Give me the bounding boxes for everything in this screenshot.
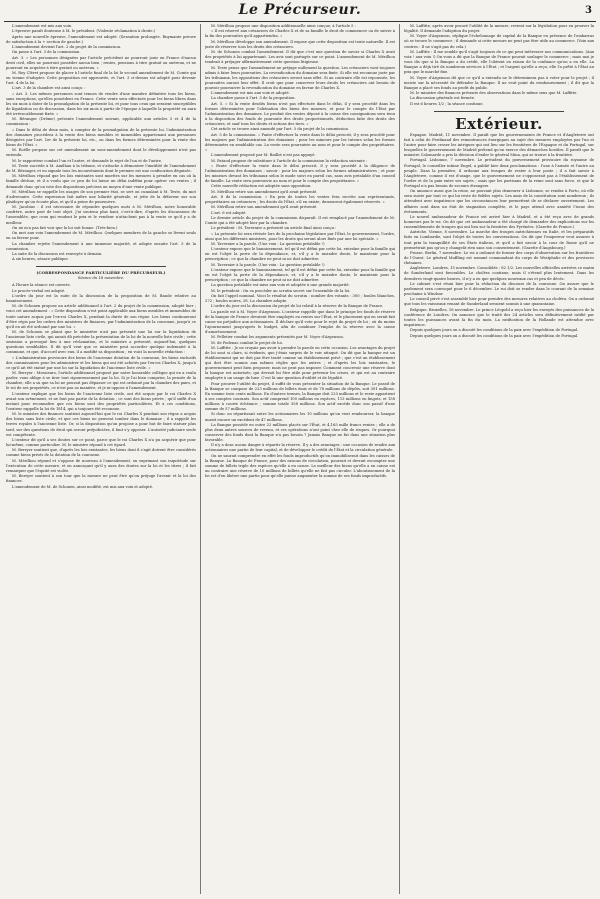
paragraph: La chambre passe à l'art. 5 de la proposition. bbox=[211, 96, 296, 101]
paragraph: L'ordre du jour est la discussion du projet de loi relatif à la réserve de la Banque de France. bbox=[211, 304, 384, 309]
paragraph: M. le ministre des finances soutient aujourd'hui que le roi Charles X pendant son règne a acquis des biens sans liste civile, et que ces biens ne peuvent tomber dans le domaine ; il a rappelé les terres royales à l'ancienne liste. Or, si la disposition qu'on propose a pour but de faire statuer plus tard, sur des questions de droit qui seront préjudiciées, il faut s'y opposer. L'autorité judiciaire seule est compétente. bbox=[6, 412, 196, 437]
paragraph: Le procès-verbal est adopté. bbox=[12, 288, 66, 293]
paragraph: Prusse. Berlin, 7 novembre. Le roi a ordonné de former des corps d'observation sur les frontières de l'Ouest. Le général Muffling est nommé commandant du corps de Westphalie et des provinces rhénanes. bbox=[404, 250, 594, 266]
paragraph: M. Pelletier combat les arguments présentés par M. Voyer d'Argenson. bbox=[211, 335, 344, 340]
paragraph: M. Teste succède à M. Amilhau à la tribune, et s'attache à démontrer l'inutilité de l'amendement de M. Béranger, et en signale tous les inconvénients dont le premier est une confiscation déguisée. bbox=[6, 163, 196, 174]
paragraph: Espagne. Madrid, 11 novembre. Il paraît que les gouvernements de France et d'Angleterre ont fait à celui de Ferdinand des remontrances énergiques au sujet des mesures employées par l'un et l'autre pour faire cesser les intrigues qui ont lieu sur les frontières de l'Espagne et du Portugal, sur lesquelles le gouvernement de Madrid prétend qu'on exerce des démarches hostiles. Il paraît que le ministre Calomarde a pris la décision d'exiler le général Mina, qui se trouve à la frontière. bbox=[404, 132, 594, 158]
paragraph: La suite de la discussion est renvoyée à demain. bbox=[12, 251, 103, 256]
page-number: 3 bbox=[585, 5, 592, 16]
correspondence-heading: (CORRESPONDANCE PARTICULIÈRE DU PRÉCURSEUR.) bbox=[36, 270, 166, 276]
paragraph: M. Berryer soutient à son tour que la mesure ne peut être qu'on préjuge l'avenir et la loi des finances. bbox=[6, 474, 196, 484]
paragraph: Si donc on répartissait entre les actionnaires les 10 millions qu'on veut rembourser, la banque aurait encore un excédent de 47 millions. bbox=[205, 412, 395, 422]
debate-text-col3 bbox=[404, 24, 594, 107]
paragraph: « Il est réservé aux créanciers de Charles X et de sa famille le droit de commencer ou de suivre à la fin des poursuites qu'il appartiendra. » bbox=[205, 29, 395, 39]
paragraph: M. Mérilhou retire son amendement qu'il avait présenté. bbox=[211, 189, 318, 194]
paragraph: M. Teste pense que l'amendement ne préjuge nullement la question. Les créanciers vont toujours admis à faire leurs poursuites. La revendication du domaine sera fixée. Si elle est reconnue juste par les tribunaux, les oppositions des créanciers seront sans effet. Si au contraire elle est repoussée, les poursuites auront leur effet. Il croit que pour conserver leurs droits les créanciers ont besoin de pouvoir poursuivre la revendication du domaine en faveur de Charles X. bbox=[205, 65, 395, 90]
paragraph: Le nouvel ambassadeur de France est arrivé hier à Madrid, et a été reçu avec de grands honneurs par le roi. On dit que cet ambassadeur a été chargé de demander des explications sur les rassemblements de troupes qui ont lieu sur la frontière des Pyrénées. (Gazette de France.) bbox=[404, 214, 594, 230]
paragraph: On fait l'appel nominal. Voici le résultat du scrutin : nombre des votants : 300 ; boules blanches, 272 ; boules noires, 28. La chambre adopte. bbox=[205, 293, 395, 304]
paragraph: Le dernier article du projet de la commission disparaît. Il est remplacé par l'amendement de M. Comte qui a été adopté hier par la chambre. bbox=[205, 215, 395, 225]
paragraph: Art. 6 de la commission. « En prix de toutes les ventes fera recette aux représentants, propriétaires ou créanciers ; les droits de l'État, s'il en existe, demeurent également réservés. » bbox=[205, 194, 395, 204]
paragraph: Cet article se trouve ainsi amendé par l'art. 5 du projet de la commission. bbox=[211, 127, 350, 132]
paragraph: Depuis quelques jours on a discuté les conditions de la paix avec l'expédition de Portugal. bbox=[410, 333, 579, 338]
debate-text-b bbox=[6, 283, 196, 484]
paragraph: L'amendement de M. de Schonen, ainsi modifié, est mis aux voix et adopté. bbox=[12, 484, 154, 489]
paragraph: M. le président : On va procéder au scrutin secret sur l'ensemble de la loi. bbox=[211, 288, 351, 293]
paragraph: On passe à l'art. 3 de la commission. bbox=[12, 50, 81, 55]
paragraph: M. Mérilhou développe son amendement. Il expose que cette disposition est toute naturelle. Il est juste de réserver tous les droits des créanciers. bbox=[205, 39, 395, 49]
paragraph: M. Voyer d'Argenson, réplique l'échelonnage de capital de la Banque en présence de l'embarras où se trouve le commerce ; il demande si cette mesure ne peut pas être utile au commerce. (Voix aux centres : Il ne s'agit pas de cela.) bbox=[404, 34, 594, 49]
paragraph: La chambre rejette l'amendement à une immense majorité, et adopte ensuite l'art. 3 de la commission. bbox=[6, 241, 196, 251]
paragraph: M. Mérilhou retire son amendement qu'il avait présenté. bbox=[211, 205, 318, 210]
paragraph: M. Pataud propose de substituer à l'article de la commission la rédaction suivante : bbox=[211, 158, 368, 163]
paragraph: Le président : M. Tavernier a présenté un article final ainsi conçu : bbox=[211, 226, 337, 231]
paragraph: « L'administration provisoire des biens de l'ancienne dotation de la couronne, les biens exclusifs des commissaires pour les administrer et les biens qui ont été achetés par l'ex-roi Charles X, jusqu'à ce qu'il ait été statué par une loi sur la liquidation de l'ancienne liste civile. » bbox=[6, 355, 196, 370]
paragraph: L'orateur explique que les biens de l'ancienne liste civile, ont été acquis par le roi Charles X avant son avènement, et ne font pas partie de la dotation ; ce sont des biens privés ; qu'il suffit d'un instant pour reconnaître que ces biens sont des propriétés particulières. Et à ces conditions, l'orateur rappelle la loi de 1814, qui a toujours été reconnue. bbox=[6, 391, 196, 411]
paragraph: M. Berryer : Messieurs, l'article additionnel proposé par notre honorable collègue qui en a voulu parler, vous oblige à se tirer tout rigoureusement par la loi. Si je l'ai bien comprise, la pensée de la chambre, elle a su que sa loi ne pouvait pas dépasser ce qui est ordonné par la chambre des pairs, et le roi de ses propriétés, ce n'est pas sa manière, et je m'oppose à l'amendement. bbox=[6, 371, 196, 391]
paragraph: A six heures, séance publique. bbox=[12, 257, 69, 262]
paragraph: L'orateur expose que le bannissement, tel qu'il est défini par cette loi, entraîne pour la famille qui en est l'objet la perte de la dépendance, et, s'il y a le moindre doute, le maintenir pour la prescription ; ce que la chambre ne peut ni ne doit admettre. bbox=[205, 267, 395, 283]
exterieur-heading: Extérieur. bbox=[455, 114, 543, 133]
paragraph: Art. 3. « Les personnes désignées par l'article précédent ne pourront jouir en France d'aucun droit civil, elles ne pourront posséder aucun bien ; rentes, pensions à titre gratuit ou onéreux, et ne pourront en acquérir à titre gratuit ou onéreux. » bbox=[6, 55, 196, 70]
paragraph: On ne m'a pas fait voir que la loi soit bonne. (Très-bien.) bbox=[12, 225, 118, 230]
paragraph: M. Mérilhou propose une disposition additionnelle ainsi conçue, à l'article 5 : bbox=[211, 24, 356, 28]
paragraph: Pour prouver l'utilité du projet, il suffit de vous présenter la situation de la Banque. Le passif de la Banque se compose de 223 millions de billets émis et de 78 millions de dépôts, soit 301 millions. En somme trois cents millions. En d'autres termes, la Banque doit 223 millions et le reste appartient à ses comptes courants. Son actif comprend 100 millions en espèces, 113 millions en lingots, et 158 millions à courte échéance ; somme totale 358 millions. Son actif excède donc son passif d'une somme de 57 millions. bbox=[205, 381, 395, 412]
paragraph: M. de Schonen propose un article additionnel à l'art. 2 du projet de la commission, adopté hier ; voici cet amendement : « Cette disposition n'est point applicable aux biens meubles et immeubles de toute nature acquis par l'ex-roi Charles X, pendant la durée de son règne. Les biens continueront d'être régis par les ordres des ministres de finances, par l'administration de la couronne, jusqu'à ce qu'il en ait été ordonné par une loi. » bbox=[6, 304, 196, 329]
paragraph: M. le rapporteur combat l'un et l'autre, et demande le rejet de l'un et de l'autre. bbox=[12, 158, 163, 163]
paragraph: L'orateur expose que le bannissement, tel qu'il est défini par cette loi, entraîne pour la famille qui en est l'objet la perte de la dépendance, et, s'il y a le moindre doute, le maintenir pour la prescription ; ce que la chambre ne peut ni ne doit admettre. bbox=[205, 247, 395, 262]
masthead bbox=[0, 0, 600, 22]
debate-text-col2 bbox=[205, 24, 395, 479]
paragraph: M. Mérilhou se rappelle les usages de son premier état, se sert on cumulant à M. Teste, du mot d'adversaire. Cette expression fait naître une hilarité générale, et jette de la défaveur sur son plaidoyer qu'on écoute plus, et qu'il a peine de poursuivre. bbox=[6, 189, 196, 204]
newspaper-title: Le Précurseur. bbox=[238, 2, 362, 18]
masthead-rule bbox=[4, 21, 596, 22]
paragraph: M. Tavernier a la parole. (Une voix : La question préalable !) bbox=[211, 241, 325, 246]
paragraph: L'épreuve paraît douteuse à M. le président. (Violente réclamation à droite.) bbox=[12, 29, 156, 34]
paragraph: « Dans le délai de deux mois, à compter de la promulgation de la présente loi, l'administration des domaines procédera à la vente des biens meubles et immeubles appartenant aux personnes désignées par l'art. 1er de la présente loi, etc., ou dans les formes déterminées pour la vente des biens de l'État. » bbox=[6, 127, 196, 148]
paragraph: M. le ministre des finances présente des observations dans le même sens que M. Laffitte. bbox=[410, 90, 578, 95]
paragraph: Le cabinet s'est réuni hier pour la rédaction du discours de la couronne. On assure que le parlement sera convoqué pour le 6 décembre. Le roi doit se rendre dans le courant de la semaine prochaine à Windsor. bbox=[404, 281, 594, 297]
paragraph: M. Laffitte : Je ne croyais pas avoir à prendre la parole en cette occasion. Les avantages du projet de loi sont si clairs, si évidents, que j'étais surpris de le voir attaqué. On dit que la banque est un établissement qui ne doit pas être traité comme un établissement privé ; que c'est un établissement qui doit être soumis aux mêmes règles que les autres ; et d'après les lois existantes, le gouvernement peut bien proposer, mais ne peut pas imposer. Comment concevoir une réserve dont la banque est autorisée, qui devrait lui être utile pour prévenir les crises, et qui est au contraire employée à un usage de luxe. C'est là une question d'utilité et de légalité. bbox=[205, 345, 395, 381]
paragraph: Il est 6 heures 1/2 ; la séance continue. bbox=[410, 101, 484, 106]
paragraph: L'amendement est mis aux voix. bbox=[12, 24, 72, 28]
paragraph: La question préalable est mise aux voix et adoptée à une grande majorité. bbox=[211, 283, 350, 288]
paragraph: M. de Podenas combat le projet de loi. bbox=[211, 340, 283, 345]
paragraph: « Faute d'effectuer la vente dans le délai prescrit, il y sera procédé à la diligence de l'administration des domaines ; savoir : pour les majeurs selon les formes administratives ; et pour les mineurs devant les tribunaux selon le mode suivi en pareil cas, sans avis préalable d'un conseil de famille. La vente sera poursuivie au nom et pour le compte des propriétaires. » bbox=[205, 163, 395, 184]
paragraph: L'orateur dit qu'il a ses doutes sur ce point, parce que le roi Charles X n'a pu acquérir que pour lui-même, comme particulier. M. le ministre répond à cet égard. bbox=[6, 437, 196, 448]
paragraph: On annonce aussi que la reine, ne pouvant plus demeurer à Lisbonne, se rendra à Porto, où elle sera suivie par tout ce qui lui reste de fidèles sujets. Les amis de la constitution sont nombreux ; ils attendent avec impatience que les circonstances leur permettent de se déclarer ouvertement. Les affaires sont dans un état de stagnation complète, et le pays attend avec anxiété l'issue des événements. bbox=[404, 189, 594, 214]
paragraph: Art. 5 de la commission. « Faute d'effectuer la vente dans le délai prescrit, il y sera procédé pour les majeurs par l'administration des domaines ; pour les mineurs par les tuteurs selon les formes déterminées en semblable cas. La vente sera poursuivie au nom et pour le compte des propriétaires. » bbox=[205, 132, 395, 152]
paragraph: Cette nouvelle rédaction est adoptée sans opposition. bbox=[211, 184, 312, 189]
paragraph: On ne saurait comprendre en effet les fonds improductifs qu'on immobiliserait dans les caisses de la Banque. La Banque de France, pour des raisons de circulation, pourrait et devrait escompter une somme de billets triple des espèces qu'elle a en caisse. Le meilleur des biens qu'elle a en caisse est au contraire une réserve de 10 millions de billets qu'elle ne fait pas circuler. L'aboutissement de la loi est d'en libérer une partie pour qu'elle puisse augmenter la somme de ses fonds improductifs. bbox=[205, 453, 395, 479]
paragraph: L'amendement devient l'art. 2 du projet de la commission. bbox=[12, 44, 122, 49]
column-3 bbox=[404, 24, 594, 894]
paragraph: Art. 5. « Si la vente desdits biens n'est pas effectuée dans le délai, il y sera procédé dans les formes déterminées pour l'aliénation des biens des mineurs, et pour le compte de l'État par l'administration des domaines. Le produit des ventes déposé à la caisse des consignations sera tenu à la disposition des fonds de poursuite des droits proportionnels, déduction faite des droits des créanciers, et sauf tous les droits et actions des tiers. » bbox=[205, 101, 395, 127]
paragraph: M. Laffitte : Il me semble qu'il s'agit toujours de ce qui peut intéresser nos communications. (Aux voix ! aux voix !) On vous a dit que la Banque de France pouvait soulager le commerce ; mais moi je vous dis que si la Banque a du crédit, elle l'obtient en raison de la confiance qu'on a en elle. La Banque a déjà tiré de nombreux services à l'État ; et l'argent qu'elle a reçu, elle l'a prêté à l'État au prix que le marché fixe. bbox=[404, 49, 594, 75]
section-divider bbox=[36, 266, 166, 267]
paragraph: « La présente loi sera révisée lors de la prochaine législature par l'État, le gouvernement, l'ordre, ainsi que les différents ministres, pour les droits qui seront alors fixés par une loi spéciale. » bbox=[205, 231, 395, 241]
paragraph: Le conseil privé s'est assemblé hier pour prendre des mesures relatives au choléra. On a ordonné que tous les vaisseaux venant de Sunderland seraient soumis à une quarantaine. bbox=[404, 297, 594, 307]
paragraph: M. de Schonen combat l'amendement. Il dit que c'est une question de savoir si Charles X avait des propriétés à lui appartenant. Les avis sont partagés sur ce point. L'amendement de M. Mérilhou tendrait à préjuger affirmativement cette question litigieuse. bbox=[205, 50, 395, 65]
paragraph: M. Mérilhou répond et s'oppose de nouveau à l'amendement, en exprimant son inquiétude sur l'exécution de cette mesure, et en annonçant qu'il y aura des doutes sur la loi et les titres ; il fait remarquer que l'équité est violée. bbox=[6, 458, 196, 473]
paragraph: M. Berryer soutient que, d'après les lois existantes, les biens dont il s'agit doivent être considérés comme biens privés de la dotation de la couronne. bbox=[6, 448, 196, 458]
paragraph: L'ordre du jour est la suite de la discussion de la proposition de M. Baude relative au bannissement. bbox=[6, 294, 196, 304]
column-divider bbox=[200, 24, 201, 894]
foreign-news-text bbox=[404, 133, 594, 339]
debate-text-a bbox=[6, 24, 196, 262]
paragraph: L'amendement est mis aux voix et adopté. bbox=[211, 91, 290, 96]
paragraph: M. Béranger (Drôme) présente l'amendement suivant, applicable aux articles 3 et 4 de la commission : bbox=[6, 117, 196, 127]
paragraph: Autriche. Vienne, 8 novembre. La marche des troupes autrichiennes en Italie, et les préparatifs faits en Lombardie, sont l'objet de toutes les conversations. On dit que l'empereur veut assurer à tout prix la tranquillité de ses États italiens, et qu'il a fait savoir à la cour de Rome qu'il ne permettrait pas qu'on y changeât rien sans son consentement. (Gazette d'Augsbourg.) bbox=[404, 230, 594, 250]
paragraph: M. de Schonen se plaint que le ministère n'ait pas présenté une loi sur la liquidation de l'ancienne liste civile, qui aurait dû précéder la présentation de la loi de la nouvelle liste civile ; cette omission a provoqué lieu à une réclamation, et le ministre a présenté, aujourd'hui, quelques questions semblables. Il dit qu'il veut que ce ministère peut accorder quelque indemnité à la commune, et que, d'accord avec eux, il a modifié sa disposition ; en voici la nouvelle rédaction : bbox=[6, 330, 196, 355]
paragraph: A l'heure la séance est ouverte. bbox=[12, 283, 71, 288]
paragraph: Portugal. Lisbonne, 7 novembre. Le président du gouvernement provisoire du royaume de Portugal, le conseiller intime Engel, a publié hier deux proclamations : l'une à l'armée et l'autre au peuple. Dans la première, il ordonne aux troupes de rester à leur poste ; il a fait savoir à l'Angleterre, comme il est d'usage, que le gouvernement ne s'opposerait pas à l'établissement de l'ordre et de la paix entre ses sujets ; mais que les partisans de la reine sont sans force, et que le Portugal n'a pas besoin de secours étrangers. bbox=[404, 158, 594, 188]
paragraph: M. Voyer d'Argenson dit que ce qu'il a entendu ne le déterminera pas à voter pour le projet ; il insiste sur la nécessité de défendre la Banque. Il ne veut point du remboursement ; il dit que la Banque a placé ses fonds au profit du public. bbox=[404, 75, 594, 90]
paragraph: M. Roy Cléret propose de placer à l'article final de la loi le second amendement de M. Comte qui en vienne d'adopter. Cette proposition est approuvée, et l'art. 3 ci-dessus est adopté pour devenir l'art. 4 de la loi. bbox=[6, 70, 196, 86]
column-1 bbox=[6, 24, 196, 894]
paragraph: La parole est à M. Voyer d'Argenson. L'orateur rappelle que dans le principe les fonds de réserve de la banque de France devaient être employés en rentes sur l'État, et le placement qui en serait fait cause un préjudice aux actionnaires. Il déclare qu'il vote pour le rejet du projet de loi ; où du moins l'ajournement jusqu'après le budget, afin de combiner l'emploi de la réserve avec la caisse d'amortissement. bbox=[205, 309, 395, 334]
paragraph: La discussion générale est fermée. bbox=[410, 96, 476, 101]
paragraph: M. Laffitte, après avoir prouvé l'utilité de la mesure, revient sur la législation pour en prouver la légalité. Il demande l'adoption du projet. bbox=[404, 24, 594, 34]
paragraph: M. Roëlle propose sur cet amendement un sous-amendement dont le développement n'est pas entendu. bbox=[6, 148, 196, 158]
debate-text-c bbox=[6, 485, 196, 490]
paragraph: M. Mérilhou répond que les lois existantes sont muettes sur les mesures à prendre en cas où la famille déchue, et il a voulu que ce peu de loi laisse un délai indéfini pour opérer ces ventes ; il demande donc qu'on vote des dispositions précises au moyen d'une vente publique. bbox=[6, 174, 196, 189]
paragraph: M. Tavernier à la parole. (Une voix : La question préalable !) bbox=[211, 262, 325, 267]
session-date: Séance du 18 novembre. bbox=[77, 276, 125, 281]
column-divider bbox=[399, 24, 400, 894]
paragraph: L'amendement proposé par M. Baillot n'est pas appuyé. bbox=[211, 153, 316, 158]
paragraph: Belgique. Bruxelles, 16 novembre. Le prince Léopold a reçu hier les envoyés des puissances de la conférence de Londres. On annonce que le traité des 24 articles sera définitivement ratifié par toutes les puissances avant la fin du mois. La ratification de la Hollande est attendue avec impatience. bbox=[404, 307, 594, 327]
paragraph: La Banque possède en outre 22 millions placés sur l'État, et 4,165 mille francs rentes ; elle a de plus deux autres sources de revenu, et ces opérations n'ont point chez elle de risques. Or pourquoi conserver des fonds dont la Banque n'a pas besoin ? Jamais Banque ne fut dans une situation plus favorable. bbox=[205, 422, 395, 443]
paragraph: Depuis quelques jours on a discuté les conditions de la paix avec l'expédition de Portugal. bbox=[410, 328, 579, 333]
paragraph: Il n'y a donc aucun danger à répartir la réserve. Il y a des avantages : une occasion de rendre aux actionnaires une partie de leur capital, et de développer le crédit de l'État et la circulation générale. bbox=[205, 443, 395, 453]
paragraph: Après une nouvelle épreuve, l'amendement est adopté. (Sensation prolongée. Ruymante preuve de satisfaction à la + section de gauche.) bbox=[6, 34, 196, 44]
paragraph: Angleterre. Londres, 15 novembre. Consolidés : 82 1/2. Les nouvelles officielles arrivées ce matin de Sunderland sont favorables. Le choléra continue, mais il s'étend plus lentement. Dans les dernières vingt-quatre heures, il n'y a eu que quelques nouveaux cas et peu de décès. bbox=[404, 266, 594, 281]
section-divider bbox=[434, 111, 564, 112]
paragraph: L'art. 3 de la chambre est ainsi conçu : bbox=[12, 86, 85, 91]
paragraph: M. Jacobius : il est nécessaire de répondre quelques mots à M. Mérilhou, notre honorable confrère, autre part de tout objet. J'ai soutenu plus haut, c'est-à-dire, d'après les discussions de l'assemblée, que ceux qui rendent le prix et le vendeur n'attachent pas à la vente ce qu'il y a de meilleur. bbox=[6, 205, 196, 225]
paragraph: On met aux voix l'amendement de M. Mérilhou. Quelques membres de la gauche se lèvent seuls en sa faveur pour. bbox=[6, 231, 196, 241]
column-2 bbox=[205, 24, 395, 894]
paragraph: L'art. 6 est adopté. bbox=[211, 210, 247, 215]
paragraph: « Art. 3. Les mêmes personnes sont tenues de vendre d'une manière définitive tous les biens, sans exceptions, qu'elles possèdent en France. Cette vente sera effectuée pour les biens libres dans les six mois à dater de la promulgation de la présente loi, et pour tous ceux qui seraient susceptibles de liquidation ou de discussion, dans les six mois à partir de l'époque à laquelle la propriété en aura été irrévocablement fixée. » bbox=[6, 91, 196, 117]
